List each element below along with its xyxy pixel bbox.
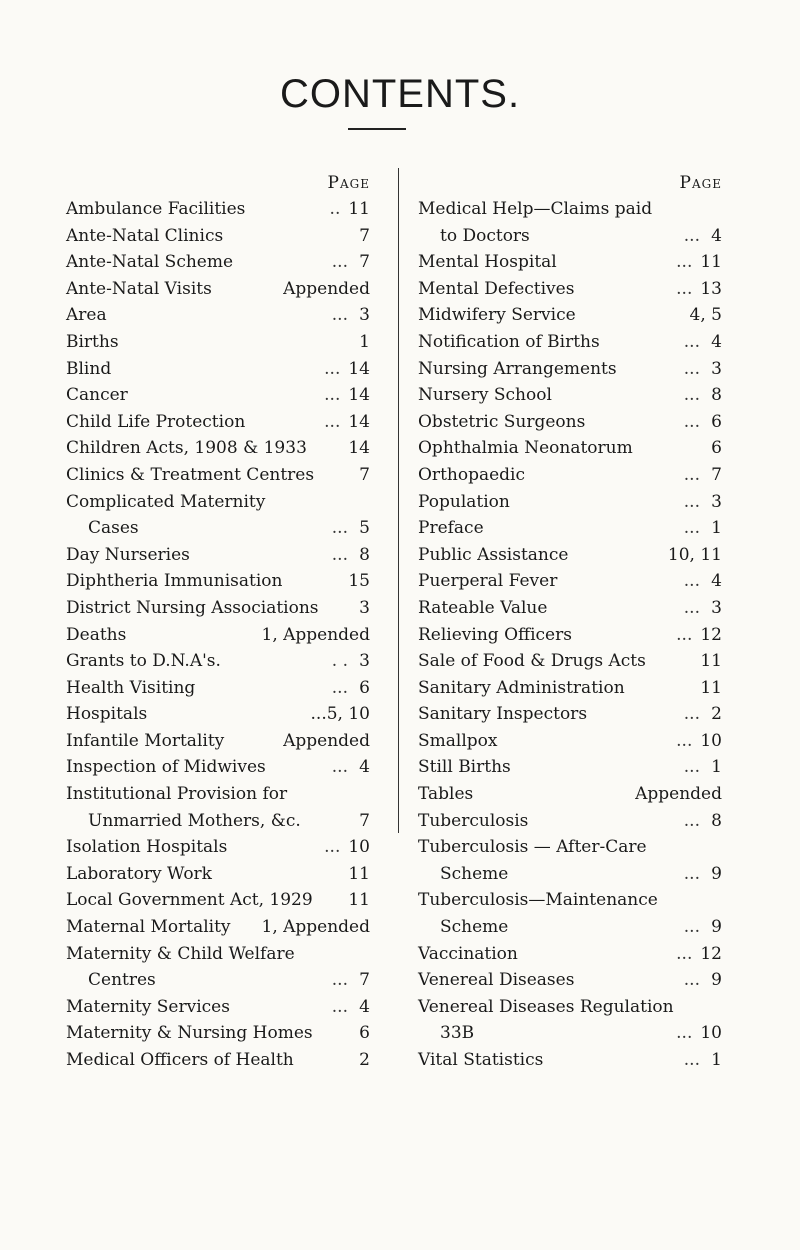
entry-name: Vital Statistics [418, 1050, 544, 1070]
entry-leader: ... [331, 757, 348, 778]
index-entry [66, 515, 376, 542]
entry-leader: ... [683, 358, 700, 379]
entry-page: ...5, 10 [310, 704, 370, 725]
index-entry [66, 834, 376, 861]
index-entry [66, 249, 376, 276]
entry-name: Maternity & Nursing Homes [66, 1023, 313, 1044]
entry-leader: ... [683, 917, 700, 938]
index-entry [418, 329, 728, 356]
entry-name: Notification of Births [418, 331, 600, 352]
entry-leader: ... [683, 411, 700, 432]
entry-page: 14 [348, 438, 370, 459]
index-entry [66, 1047, 376, 1074]
entry-name: Public Assistance [418, 544, 569, 565]
entry-page: 7 [359, 464, 370, 485]
index-entry [66, 941, 376, 968]
entry-name: Sanitary Inspectors [418, 704, 588, 725]
entry-name: Medical Officers of Health [66, 1050, 294, 1070]
index-entry [418, 409, 728, 436]
entry-leader: ... [683, 970, 700, 991]
entry-leader: ... [683, 518, 700, 539]
entry-page: 6 [711, 438, 722, 459]
entry-name: Cancer [66, 385, 128, 406]
entry-name: Infantile Mortality [66, 730, 225, 751]
entry-page: Appended [635, 784, 722, 805]
entry-leader: ... [683, 863, 700, 884]
entry-name: Orthopaedic [418, 464, 525, 485]
entry-leader: ... [676, 252, 693, 273]
entry-leader: ... [331, 252, 348, 273]
entry-name: Nursery School [418, 385, 552, 406]
index-entry [418, 754, 728, 781]
entry-name: Local Government Act, 1929 [66, 890, 313, 911]
entry-page: 2 [359, 1050, 370, 1070]
index-entry [66, 489, 376, 516]
index-entry [66, 302, 376, 329]
entry-name: Laboratory Work [66, 863, 212, 884]
entry-name: Tables [418, 784, 474, 805]
entry-name: to Doctors [440, 225, 530, 246]
entry-page: 14 [348, 358, 370, 379]
right-column [418, 170, 728, 1074]
index-entry [418, 701, 728, 728]
entry-page: 9 [711, 970, 722, 991]
entry-leader: ... [331, 970, 348, 991]
entry-name: Tuberculosis [418, 810, 529, 831]
left-entries [66, 196, 376, 1074]
entry-name: Health Visiting [66, 677, 196, 698]
index-entry [66, 887, 376, 914]
entry-name: Still Births [418, 757, 511, 778]
index-entry [418, 728, 728, 755]
entry-leader: ... [683, 597, 700, 618]
entry-name: Sale of Food & Drugs Acts [418, 651, 646, 672]
entry-name: Scheme [440, 917, 509, 938]
entry-page: 3 [359, 305, 370, 326]
entry-page: 2 [711, 704, 722, 725]
entry-name: Scheme [440, 863, 509, 884]
entry-name: Cases [88, 518, 139, 539]
entry-page: 8 [359, 544, 370, 565]
entry-name: Diphtheria Immunisation [66, 571, 283, 592]
entry-page: 11 [700, 677, 722, 698]
index-entry [66, 754, 376, 781]
entry-name: Maternal Mortality [66, 917, 231, 938]
index-entry [418, 834, 728, 861]
entry-name: Relieving Officers [418, 624, 572, 645]
entry-page: 4 [711, 571, 722, 592]
entry-leader: ... [683, 385, 700, 406]
entry-page: 11 [348, 199, 370, 219]
entry-leader: ... [683, 225, 700, 246]
entry-name: Complicated Maternity [66, 491, 266, 512]
entry-page: 7 [359, 225, 370, 246]
entry-page: 7 [711, 464, 722, 485]
index-entry [418, 542, 728, 569]
entry-page: 1 [711, 1050, 722, 1070]
entry-leader: ... [676, 278, 693, 299]
entry-page: 1 [359, 331, 370, 352]
entry-leader: ... [683, 491, 700, 512]
entry-page: 11 [348, 890, 370, 911]
column-divider [398, 168, 399, 833]
index-entry [418, 276, 728, 303]
entry-page: 10 [700, 1023, 722, 1044]
entry-name: Puerperal Fever [418, 571, 558, 592]
entry-name: Venereal Diseases [418, 970, 575, 991]
left-page-label: Page [327, 173, 370, 193]
entry-page: 8 [711, 385, 722, 406]
entry-name: Child Life Protection [66, 411, 246, 432]
entry-page: 5 [359, 518, 370, 539]
entry-leader: ... [683, 704, 700, 725]
index-entry [418, 595, 728, 622]
entry-name: Tuberculosis—Maintenance [418, 890, 658, 911]
entry-page: 10 [700, 730, 722, 751]
entry-name: Ophthalmia Neonatorum [418, 438, 633, 459]
index-entry [418, 223, 728, 250]
entry-name: Inspection of Midwives [66, 757, 266, 778]
index-entry [66, 728, 376, 755]
entry-page: 6 [711, 411, 722, 432]
index-entry [66, 861, 376, 888]
index-entry [66, 595, 376, 622]
entry-page: 11 [348, 863, 370, 884]
entry-page: Appended [283, 730, 370, 751]
entry-page: 12 [700, 624, 722, 645]
entry-page: 11 [700, 252, 722, 273]
entry-name: Obstetric Surgeons [418, 411, 586, 432]
title-rule [348, 128, 406, 130]
entry-page: 10 [348, 837, 370, 858]
index-entry [66, 356, 376, 383]
index-entry [66, 648, 376, 675]
entry-leader: ... [676, 943, 693, 964]
entry-leader: ... [683, 757, 700, 778]
index-entry [418, 1047, 728, 1074]
entry-name: Nursing Arrangements [418, 358, 617, 379]
index-entry [418, 941, 728, 968]
entry-leader: . . [331, 651, 348, 672]
entry-name: Preface [418, 518, 484, 539]
index-entry [66, 223, 376, 250]
entry-page: 3 [359, 597, 370, 618]
entry-name: Midwifery Service [418, 305, 576, 326]
index-entry [418, 781, 728, 808]
index-entry [66, 196, 376, 223]
entry-name: Clinics & Treatment Centres [66, 464, 315, 485]
entry-page: 4 [711, 331, 722, 352]
index-entry [66, 462, 376, 489]
entry-name: Day Nurseries [66, 544, 190, 565]
entry-name: Medical Help—Claims paid [418, 199, 653, 219]
index-entry [66, 781, 376, 808]
index-entry [418, 196, 728, 223]
entry-name: Mental Defectives [418, 278, 575, 299]
entry-name: Maternity & Child Welfare [66, 943, 295, 964]
entry-page: 1, Appended [261, 917, 370, 938]
entry-name: Blind [66, 358, 112, 379]
index-entry [66, 967, 376, 994]
index-entry [418, 994, 728, 1021]
entry-name: District Nursing Associations [66, 597, 319, 618]
entry-page: 3 [711, 358, 722, 379]
entry-leader: ... [683, 571, 700, 592]
entry-leader: ... [683, 464, 700, 485]
index-entry [66, 622, 376, 649]
index-entry [66, 435, 376, 462]
entry-leader: ... [331, 996, 348, 1017]
entry-name: Institutional Provision for [66, 784, 288, 805]
index-entry [418, 462, 728, 489]
index-entry [418, 861, 728, 888]
index-entry [418, 887, 728, 914]
entry-name: Smallpox [418, 730, 498, 751]
entry-leader: ... [683, 331, 700, 352]
entry-page: 1, Appended [261, 624, 370, 645]
entry-page: 1 [711, 518, 722, 539]
entry-name: Isolation Hospitals [66, 837, 228, 858]
entry-leader: ... [683, 810, 700, 831]
entry-name: Ante-Natal Visits [66, 278, 212, 299]
index-entry [418, 808, 728, 835]
entry-leader: ... [324, 358, 341, 379]
index-entry [66, 675, 376, 702]
entry-page: 11 [700, 651, 722, 672]
entry-name: Area [66, 305, 107, 326]
index-entry [418, 489, 728, 516]
entry-page: 3 [711, 491, 722, 512]
entry-page: 4, 5 [689, 305, 722, 326]
index-entry [418, 249, 728, 276]
entry-leader: ... [676, 1023, 693, 1044]
entry-name: Maternity Services [66, 996, 230, 1017]
entry-leader: ... [324, 411, 341, 432]
index-entry [66, 808, 376, 835]
index-entry [418, 435, 728, 462]
entry-name: Hospitals [66, 704, 148, 725]
entry-name: Ante-Natal Scheme [66, 252, 234, 273]
entry-name: Venereal Diseases Regulation [418, 996, 674, 1017]
entry-name: Children Acts, 1908 & 1933 [66, 438, 307, 459]
entry-page: 7 [359, 970, 370, 991]
entry-page: 10, 11 [667, 544, 722, 565]
entry-name: Ante-Natal Clinics [66, 225, 224, 246]
entry-leader: ... [331, 544, 348, 565]
index-entry [418, 568, 728, 595]
index-entry [418, 1020, 728, 1047]
index-entry [418, 515, 728, 542]
entry-leader: ... [324, 837, 341, 858]
entry-leader: ... [331, 677, 348, 698]
entry-leader: ... [676, 624, 693, 645]
entry-name: Ambulance Facilities [66, 199, 246, 219]
index-entry [418, 675, 728, 702]
entry-name: Deaths [66, 624, 127, 645]
entry-name: Population [418, 491, 510, 512]
entry-name: Unmarried Mothers, &c. [88, 810, 301, 831]
entry-page: 4 [359, 757, 370, 778]
index-entry [418, 914, 728, 941]
entry-leader: ... [676, 730, 693, 751]
index-entry [66, 701, 376, 728]
entry-page: 9 [711, 863, 722, 884]
right-page-label: Page [679, 173, 722, 193]
entry-name: Mental Hospital [418, 252, 557, 273]
entry-page: 3 [359, 651, 370, 672]
index-entry [418, 967, 728, 994]
entry-name: Births [66, 331, 119, 352]
entry-page: 13 [700, 278, 722, 299]
entry-name: Centres [88, 970, 156, 991]
left-column [66, 170, 376, 1074]
entry-page: 14 [348, 411, 370, 432]
entry-leader: .. [329, 199, 341, 219]
index-entry [418, 356, 728, 383]
index-entry [66, 914, 376, 941]
entry-page: 14 [348, 385, 370, 406]
index-entry [66, 409, 376, 436]
index-entry [418, 302, 728, 329]
entry-name: Sanitary Administration [418, 677, 625, 698]
index-entry [66, 1020, 376, 1047]
entry-page: 6 [359, 677, 370, 698]
entry-leader: ... [683, 1050, 700, 1070]
right-entries [418, 196, 728, 1074]
page-title: CONTENTS. [279, 72, 521, 116]
entry-name: Tuberculosis — After-Care [418, 837, 647, 858]
entry-page: 8 [711, 810, 722, 831]
entry-name: 33B [440, 1023, 475, 1044]
entry-page: 6 [359, 1023, 370, 1044]
index-entry [66, 329, 376, 356]
entry-page: 7 [359, 810, 370, 831]
index-entry [66, 276, 376, 303]
entry-page: 4 [359, 996, 370, 1017]
entry-page: 7 [359, 252, 370, 273]
entry-page: 1 [711, 757, 722, 778]
entry-page: Appended [283, 278, 370, 299]
index-entry [418, 382, 728, 409]
entry-page: 15 [348, 571, 370, 592]
entry-name: Vaccination [418, 943, 518, 964]
entry-leader: ... [324, 385, 341, 406]
entry-page: 4 [711, 225, 722, 246]
index-entry [418, 648, 728, 675]
index-entry [418, 622, 728, 649]
index-entry [66, 568, 376, 595]
index-entry [66, 994, 376, 1021]
entry-name: Grants to D.N.A's. [66, 651, 221, 672]
entry-page: 9 [711, 917, 722, 938]
entry-leader: ... [331, 518, 348, 539]
entry-page: 12 [700, 943, 722, 964]
entry-leader: ... [331, 305, 348, 326]
entry-name: Rateable Value [418, 597, 548, 618]
index-entry [66, 382, 376, 409]
index-entry [66, 542, 376, 569]
entry-page: 3 [711, 597, 722, 618]
